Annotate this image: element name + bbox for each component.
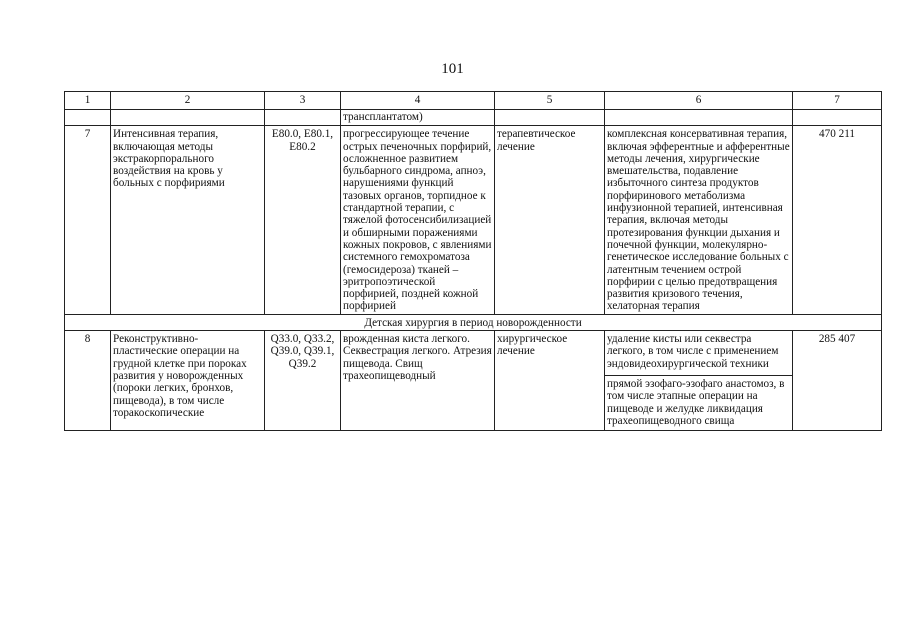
care-type-name: Интенсивная терапия, включающая методы экстракорпорального воздействия на кровь у больных с порфириями	[111, 126, 265, 314]
treatment-type: хирургическое лечение	[495, 331, 605, 431]
treatment-method: комплексная консервативная терапия, включая эфферентные и афферентные методы лечения, хирургические вмешательства, подавление избыточного синтеза продуктов порфиринового метаболизма инфузионной терапией, интенсивная терапия, включая методы протезирования функции дыхания и почечной функции, молекулярно-генетическое исследование больных с латентным течением острой порфирии с целью предотвращения развития кризового течения, хелаторная терапия	[605, 126, 793, 314]
col-header-3: 3	[265, 92, 341, 110]
care-type-name: Реконструктивно-пластические операции на грудной клетке при пороках развития у новорожденных (пороки легких, бронхов, пищевода), в том числе торакоскопические	[111, 331, 265, 431]
treatment-method-2: прямой эзофаго-эзофаго анастомоз, в том числе этапные операции на пищеводе и желудке ликвидация трахеопищеводного свища	[605, 375, 792, 427]
medical-care-table	[64, 91, 882, 431]
icd-codes: E80.0, E80.1, E80.2	[265, 126, 341, 314]
section-heading-row	[65, 314, 882, 330]
col-header-5: 5	[495, 92, 605, 110]
column-number-header-row	[65, 92, 882, 110]
icd-codes: Q33.0, Q33.2, Q39.0, Q39.1, Q39.2	[265, 331, 341, 431]
row-number: 7	[65, 126, 111, 314]
row-number: 8	[65, 331, 111, 431]
page-number: 101	[441, 61, 464, 77]
cost-value: 285 407	[793, 331, 882, 431]
patient-model: врожденная киста легкого. Секвестрация легкого. Атрезия пищевода. Свищ трахеопищеводный	[341, 331, 495, 431]
treatment-method-cell	[605, 331, 793, 431]
col-header-6: 6	[605, 92, 793, 110]
col-header-2: 2	[111, 92, 265, 110]
table-row	[65, 331, 882, 431]
carry-over-row	[65, 110, 882, 126]
table-row	[65, 126, 882, 314]
section-title: Детская хирургия в период новорожденности	[65, 314, 882, 330]
carry-over-model-text: трансплантатом)	[341, 110, 495, 126]
col-header-4: 4	[341, 92, 495, 110]
col-header-1: 1	[65, 92, 111, 110]
treatment-method-1: удаление кисты или секвестра легкого, в том числе с применением эндовидеохирургической техники	[607, 333, 779, 370]
col-header-7: 7	[793, 92, 882, 110]
patient-model: прогрессирующее течение острых печеночных порфирий, осложненное развитием бульбарного синдрома, апноэ, нарушениями функций тазовых органов, торпидное к стандартной терапии, с тяжелой фотосенсибилизацией и обширными поражениями кожных покровов, с явлениями системного гемохроматоза (гемосидероза) тканей – эритропоэтической порфирией, поздней кожной порфирией	[341, 126, 495, 314]
treatment-type: терапевтическое лечение	[495, 126, 605, 314]
cost-value: 470 211	[793, 126, 882, 314]
